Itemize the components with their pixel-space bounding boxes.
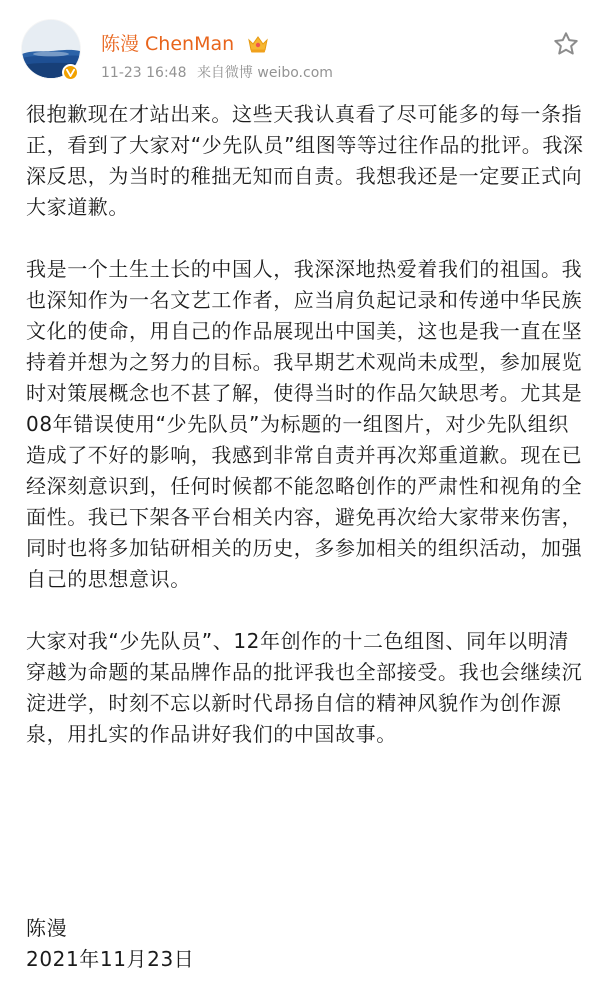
signature-date: 2021年11月23日 <box>26 947 195 971</box>
post-paragraph: 我是一个土生土长的中国人，我深深地热爱着我们的祖国。我也深知作为一名文艺工作者，应当肩负起记录和传递中华民族文化的使命，用自己的作品展现出中国美，这也是我一直在坚持着并想为之努力的目标。我早期艺术观尚未成型，参加展览时对策展概念也不甚了解，使得当时的作品欠缺思考。尤其是08年错误使用“少先队员”为标题的一组图片，对少先队组织造成了不好的影响，我感到非常自责并再次郑重道歉。现在已经深刻意识到，任何时候都不能忽略创作的严肃性和视角的全面性。我已下架各平台相关内容，避免再次给大家带来伤害，同时也将多加钻研相关的历史，多参加相关的组织活动，加强自己的思想意识。 <box>26 257 583 591</box>
post-source: 来自微博 weibo.com <box>196 65 333 81</box>
verify-v-icon <box>66 68 75 77</box>
post-paragraph: 大家对我“少先队员”、12年创作的十二色组图、同年以明清穿越为命题的某品牌作品的批评我也全部接受。我也会继续沉淀进学，时刻不忘以新时代昂扬自信的精神风貌作为创作源泉，用扎实的作品讲好我们的中国故事。 <box>26 629 583 746</box>
verified-badge-icon <box>62 64 79 81</box>
post-header <box>0 0 600 100</box>
signature-name: 陈漫 <box>26 916 68 940</box>
crown-icon[interactable] <box>247 34 269 54</box>
star-icon[interactable] <box>552 30 580 58</box>
signature <box>26 913 194 975</box>
post-timestamp: 11-23 16:48 <box>101 65 187 81</box>
post-body <box>26 99 586 750</box>
post-meta <box>101 64 339 82</box>
user-name[interactable]: 陈漫 ChenMan <box>101 33 235 55</box>
post-paragraph: 很抱歉现在才站出来。这些天我认真看了尽可能多的每一条指正，看到了大家对“少先队员”组图等等过往作品的批评。我深深反思，为当时的稚拙无知而自责。我想我还是一定要正式向大家道歉。 <box>26 102 584 219</box>
